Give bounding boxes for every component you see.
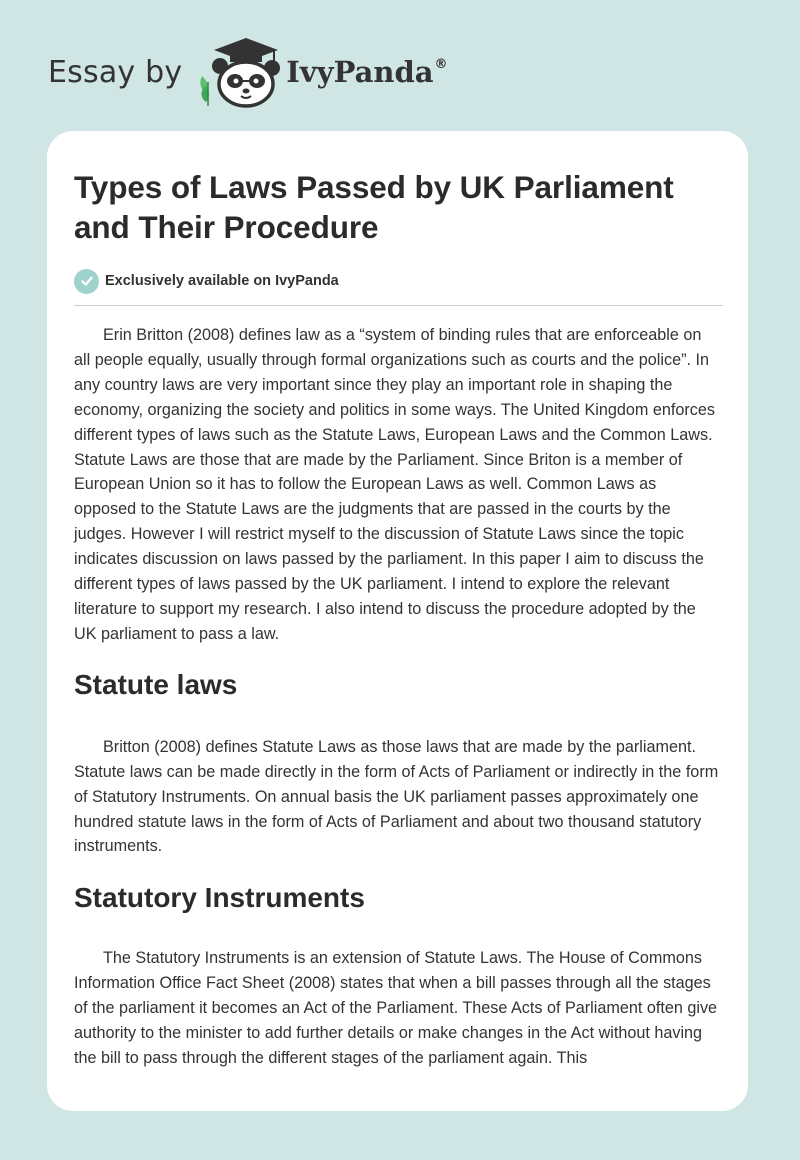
panda-logo-icon[interactable] <box>196 36 282 108</box>
divider <box>74 305 723 306</box>
essay-by-label: Essay by <box>48 54 183 90</box>
intro-paragraph: Erin Britton (2008) defines law as a “system of binding rules that are enforceable on all people equally, usually through formal organizations such as courts and the police”. In any country laws are very important since they play an important role in shaping the economy, organizing the society and politics in some ways. The United Kingdom enforces different types of laws such as the Statute Laws, European Laws and the Common Laws. Statute Laws are those that are made by the Parliament. Since Briton is a member of European Union so it has to follow the European Laws as well. Common Laws as opposed to the Statute Laws are the judgments that are passed in the courts by the judges. However I will restrict myself to the discussion of Statute Laws since the topic indicates discussion on laws passed by the parliament. In this paper I aim to discuss the different types of laws passed by the UK parliament. I intend to explore the relevant literature to support my research. I also intend to discuss the procedure adopted by the UK parliament to pass a law. <box>74 326 715 643</box>
registered-mark: ® <box>434 57 448 72</box>
section-heading-statutory-instruments: Statutory Instruments <box>74 882 365 914</box>
exclusive-badge <box>74 266 721 296</box>
essay-content <box>47 167 748 1071</box>
check-icon <box>80 274 94 288</box>
section-heading-statute-laws: Statute laws <box>74 668 238 700</box>
page-title: Types of Laws Passed by UK Parliament and Their Procedure <box>74 169 674 245</box>
brand-text: IvyPanda <box>286 55 434 89</box>
statutory-instruments-paragraph: The Statutory Instruments is an extension of Statute Laws. The House of Commons Information Office Fact Sheet (2008) states that when a bill passes through all the stages of the parliament it becomes an Act of the Parliament. These Acts of Parliament often give authority to the minister to add further details or make changes in the Act without having the bill to pass through the different stages of the parliament again. This <box>74 949 718 1067</box>
essay-card <box>47 131 748 1111</box>
site-header <box>48 36 468 108</box>
exclusive-badge-label: Exclusively available on IvyPanda <box>105 273 339 289</box>
statute-laws-paragraph: Britton (2008) defines Statute Laws as those laws that are made by the parliament. Statute laws can be made directly in the form of Acts of Parliament or indirectly in the form of Statutory Instruments. On annual basis the UK parliament passes approximately one hundred statute laws in the form of Acts of Parliament and about two thousand statutory instruments. <box>74 737 719 856</box>
brand-name[interactable] <box>286 55 447 89</box>
check-circle-icon <box>74 269 99 294</box>
